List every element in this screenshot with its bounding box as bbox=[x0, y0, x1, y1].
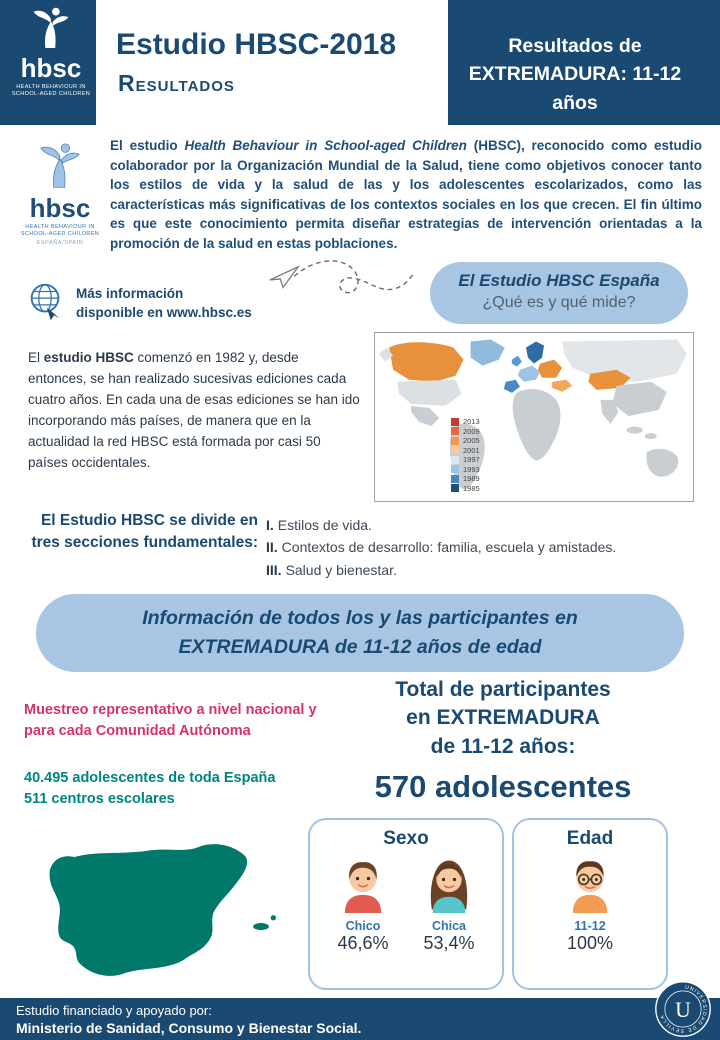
universidad-sevilla-seal bbox=[654, 980, 712, 1038]
sample-size-note: 40.495 adolescentes de toda España 511 centros escolares bbox=[24, 770, 276, 808]
study-question-pill bbox=[430, 262, 688, 324]
page-title: Estudio HBSC-2018 bbox=[116, 28, 397, 61]
section-numeral: I. bbox=[266, 517, 274, 533]
legend-swatch bbox=[451, 446, 459, 454]
legend-row: 2013 bbox=[451, 417, 480, 427]
student-avatar bbox=[561, 900, 619, 917]
region-results-title: Resultados de EXTREMADURA: 11-12 años bbox=[468, 35, 682, 114]
hbsc-country-label: ESPAÑA/SPAIN bbox=[36, 240, 84, 247]
sampling-note: Muestreo representativo a nivel nacional y para cada Comunidad Autónoma bbox=[24, 702, 317, 740]
more-info-text: Más información disponible en www.hbsc.es bbox=[76, 285, 252, 320]
legend-swatch bbox=[451, 475, 459, 483]
sexo-card-title: Sexo bbox=[383, 828, 429, 849]
section-numeral: II. bbox=[266, 539, 278, 556]
legend-row: 1985 bbox=[451, 484, 480, 494]
hbsc-person-icon-blue bbox=[28, 175, 92, 192]
more-info-block bbox=[24, 280, 252, 327]
legend-row: 1993 bbox=[451, 465, 480, 475]
legend-swatch bbox=[451, 437, 459, 445]
funding-ministry: Ministerio de Sanidad, Consumo y Bienestar Social. bbox=[16, 1020, 362, 1036]
legend-row: 1997 bbox=[451, 455, 480, 465]
hbsc-caption-blue: HEALTH BEHAVIOUR IN SCHOOL-AGED CHILDREN bbox=[20, 224, 100, 238]
world-map-panel bbox=[374, 332, 694, 502]
legend-row: 2001 bbox=[451, 446, 480, 456]
funding-intro: Estudio financiado y apoyado por: bbox=[16, 1003, 212, 1018]
history-paragraph: El estudio HBSC comenzó en 1982 y, desde entonces, se han realizado sucesivas ediciones cada cuatro años. En cada una de esas ediciones se han ido incorporando más países, de manera que en la actualidad la red HBSC está formada por casi 50 países occidentales. bbox=[28, 350, 360, 470]
world-map-svg bbox=[375, 333, 693, 501]
section-text: Estilos de vida. bbox=[277, 517, 372, 533]
edad-card-title: Edad bbox=[566, 828, 614, 849]
header-title-panel bbox=[96, 0, 448, 125]
boy-percentage: 46,6% bbox=[337, 933, 389, 953]
footer-bar bbox=[0, 998, 720, 1040]
age-percentage: 100% bbox=[566, 933, 614, 953]
legend-row: 2009 bbox=[451, 427, 480, 437]
boy-label: Chico bbox=[345, 919, 381, 933]
section-text: Contextos de desarrollo: familia, escuela y amistades. bbox=[281, 539, 617, 556]
girl-avatar bbox=[420, 900, 478, 917]
legend-row: 2005 bbox=[451, 436, 480, 446]
legend-row: 1989 bbox=[451, 474, 480, 484]
section-text: Salud y bienestar. bbox=[285, 561, 397, 578]
participants-total-block: Total de participantes en EXTREMADURA de 11-12 años: 570 adolescentes bbox=[312, 676, 694, 805]
section-item bbox=[266, 536, 706, 558]
legend-swatch bbox=[451, 427, 459, 435]
study-name-italic: Health Behaviour in School-aged Children bbox=[184, 138, 467, 153]
age-range-label: 11-12 bbox=[574, 919, 606, 933]
hbsc-caption: HEALTH BEHAVIOUR IN SCHOOL-AGED CHILDREN bbox=[11, 84, 91, 98]
legend-swatch bbox=[451, 418, 459, 426]
sections-list bbox=[266, 514, 706, 581]
hbsc-logo-spain bbox=[16, 142, 104, 246]
girl-label: Chica bbox=[431, 919, 467, 933]
page-subtitle: RESULTADOS bbox=[118, 70, 235, 96]
paper-plane-doodle bbox=[266, 248, 426, 315]
hbsc-url-link[interactable]: www.hbsc.es bbox=[166, 304, 252, 320]
section-numeral: III. bbox=[266, 561, 282, 578]
sections-heading: El Estudio HBSC se divide en tres secciones fundamentales: bbox=[31, 512, 258, 551]
hbsc-wordmark: hbsc bbox=[20, 53, 82, 83]
legend-swatch bbox=[451, 465, 459, 473]
girl-percentage: 53,4% bbox=[423, 933, 475, 953]
edad-card bbox=[512, 818, 668, 990]
sexo-card bbox=[308, 818, 504, 990]
header-bar bbox=[0, 0, 720, 125]
globe-icon bbox=[24, 280, 66, 327]
boy-avatar bbox=[334, 900, 392, 917]
seal-text: UNIVERSIDAD DE SEVILLA bbox=[659, 984, 708, 1034]
spain-map bbox=[34, 828, 298, 1009]
pill-subtitle: ¿Qué es y qué mide? bbox=[482, 294, 636, 311]
section-item bbox=[266, 559, 706, 581]
study-description-paragraph: El estudio Health Behaviour in School-aged Children (HBSC), reconocido como estudio colaborador por la Organización Mundial de la Salud, tiene como objetivos conocer tanto los estilos de vida y la salud de las y los adolescentes escolarizados, como las características más significativas de los contextos sociales en los que crecen. El fin último es que este conocimiento permita diseñar estrategias de intervención orientadas a la promoción de la salud en estas poblaciones. bbox=[110, 138, 702, 251]
map-year-legend bbox=[451, 417, 480, 493]
participants-banner: Información de todos los y las participantes en EXTREMADURA de 11-12 años de edad bbox=[36, 594, 684, 672]
legend-swatch bbox=[451, 456, 459, 464]
seal-letter: U bbox=[675, 998, 691, 1023]
section-item bbox=[266, 514, 706, 536]
hbsc-logo-header bbox=[8, 6, 94, 98]
hbsc-person-icon bbox=[19, 35, 83, 52]
legend-swatch bbox=[451, 484, 459, 492]
hbsc-wordmark-blue: hbsc bbox=[29, 193, 91, 223]
participants-total-value: 570 adolescentes bbox=[374, 769, 632, 805]
pill-title: El Estudio HBSC España bbox=[458, 271, 660, 290]
